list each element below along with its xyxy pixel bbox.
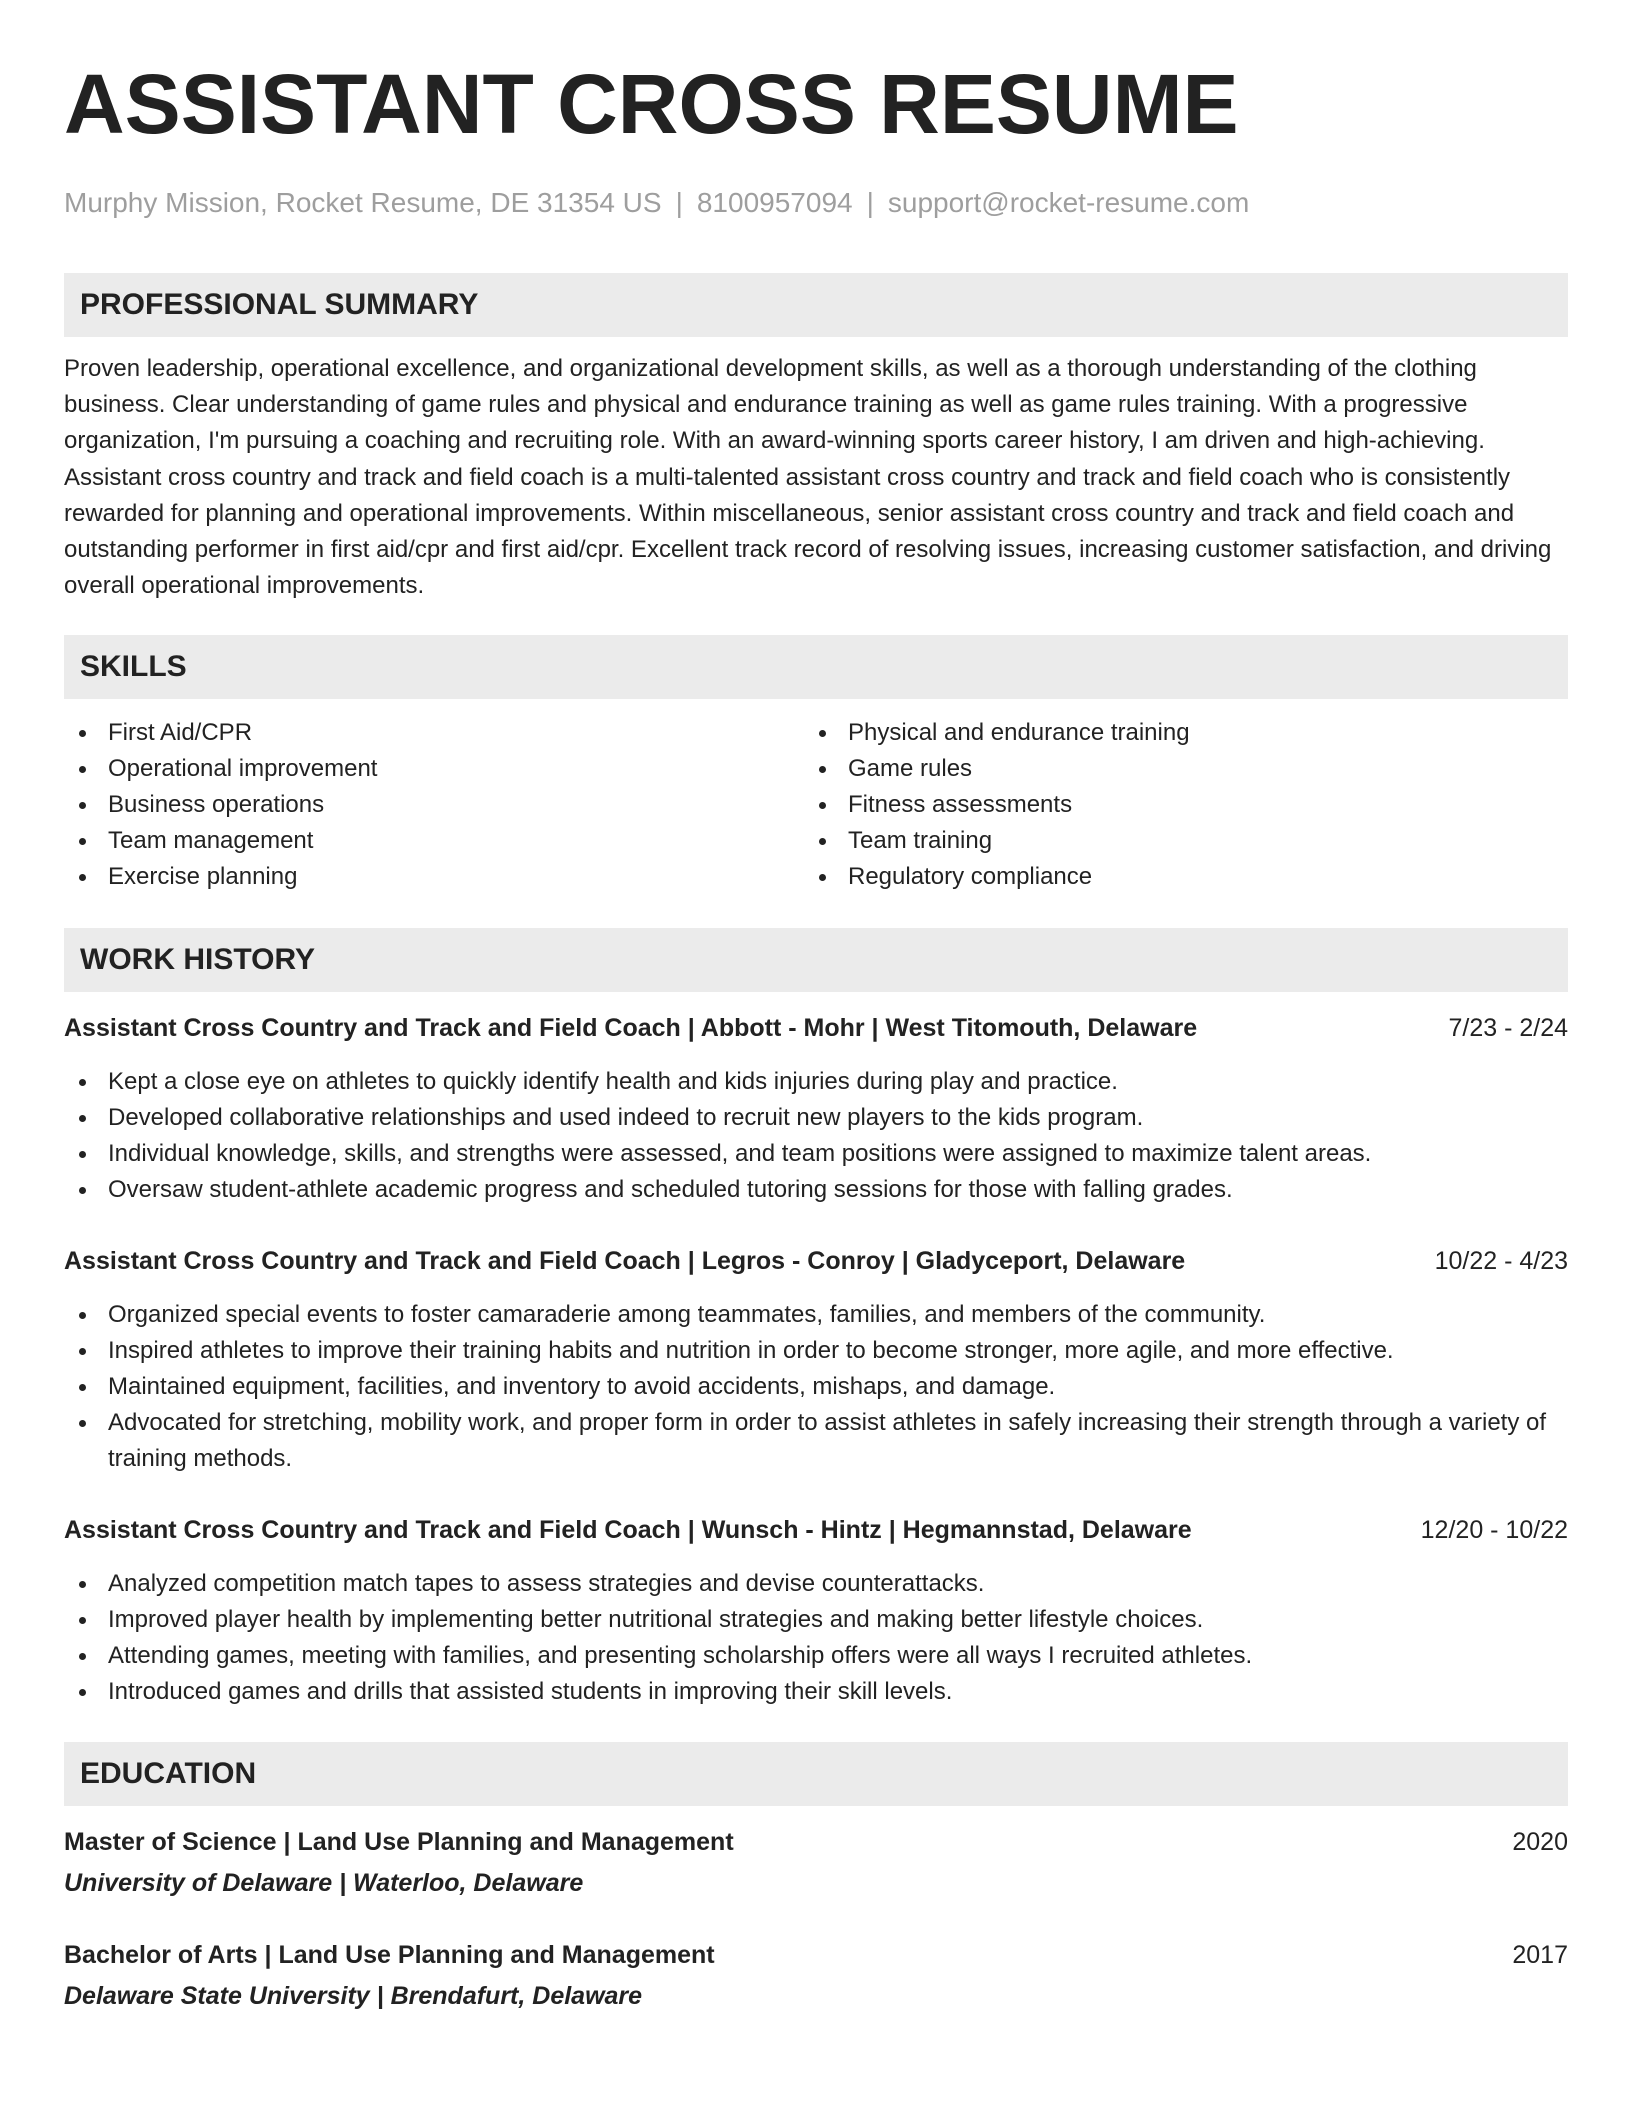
education-entry — [64, 1824, 1568, 1902]
job-bullet: Individual knowledge, skills, and strengths were assessed, and team positions were assigned to maximize talent areas. — [64, 1136, 1568, 1172]
resume-name: ASSISTANT CROSS RESUME — [64, 57, 1239, 151]
contact-phone: 8100957094 — [696, 187, 853, 218]
section-header-education: EDUCATION — [64, 1742, 1568, 1806]
job-header — [64, 1512, 1568, 1548]
job-entry — [64, 1010, 1568, 1208]
education-degree: Master of Science | Land Use Planning and Management — [64, 1828, 734, 1857]
skill-item: Exercise planning — [64, 859, 804, 895]
job-bullet: Developed collaborative relationships and used indeed to recruit new players to the kids program. — [64, 1100, 1568, 1136]
contact-separator: | — [866, 187, 874, 218]
job-bullet: Attending games, meeting with families, and presenting scholarship offers were all ways I recruited athletes. — [64, 1638, 1568, 1674]
job-title: Assistant Cross Country and Track and Field Coach | Legros - Conroy | Gladyceport, Delaware — [64, 1247, 1186, 1276]
job-bullet: Organized special events to foster camaraderie among teammates, families, and members of the community. — [64, 1297, 1568, 1333]
education-degree: Bachelor of Arts | Land Use Planning and Management — [64, 1941, 715, 1970]
job-title: Assistant Cross Country and Track and Field Coach | Abbott - Mohr | West Titomouth, Delaware — [64, 1014, 1198, 1043]
job-header — [64, 1010, 1568, 1046]
skills-list — [64, 715, 1568, 895]
summary-text: Proven leadership, operational excellence, and organizational development skills, as well as a thorough understanding of the clothing business. Clear understanding of game rules and physical and endurance training as well as game rules training. With a progressive organization, I'm pursuing a coaching and recruiting role. With an award-winning sports career history, I am driven and high-achieving. Assistant cross country and track and field coach is a multi-talented assistant cross country and track and field coach who is consistently rewarded for planning and operational improvements. Within miscellaneous, senior assistant cross country and track and field coach and outstanding performer in first aid/cpr and first aid/cpr. Excellent track record of resolving issues, increasing customer satisfaction, and driving overall operational improvements. — [64, 355, 1552, 600]
job-title: Assistant Cross Country and Track and Field Coach | Wunsch - Hintz | Hegmannstad, Delaware — [64, 1516, 1192, 1545]
job-bullet: Kept a close eye on athletes to quickly identify health and kids injuries during play and practice. — [64, 1064, 1568, 1100]
job-bullet: Maintained equipment, facilities, and inventory to avoid accidents, mishaps, and damage. — [64, 1369, 1568, 1405]
education-header — [64, 1937, 1568, 1973]
skill-item: Regulatory compliance — [804, 859, 1544, 895]
job-bullet: Analyzed competition match tapes to assess strategies and devise counterattacks. — [64, 1566, 1568, 1602]
job-date: 7/23 - 2/24 — [1448, 1014, 1568, 1043]
skill-item: Physical and endurance training — [804, 715, 1544, 751]
contact-address: Murphy Mission, Rocket Resume, DE 31354 US — [64, 187, 662, 218]
skill-item: Team training — [804, 823, 1544, 859]
job-bullets — [64, 1064, 1568, 1208]
job-bullet: Advocated for stretching, mobility work, and proper form in order to assist athletes in safely increasing their strength through a variety of training methods. — [64, 1405, 1568, 1477]
section-header-summary: PROFESSIONAL SUMMARY — [64, 273, 1568, 337]
section-header-skills: SKILLS — [64, 635, 1568, 699]
contact-separator: | — [675, 187, 683, 218]
education-header — [64, 1824, 1568, 1860]
job-bullet: Improved player health by implementing better nutritional strategies and making better lifestyle choices. — [64, 1602, 1568, 1638]
job-bullets — [64, 1566, 1568, 1710]
skill-item: Team management — [64, 823, 804, 859]
education-year: 2020 — [1512, 1828, 1568, 1857]
job-bullet: Oversaw student-athlete academic progress and scheduled tutoring sessions for those with falling grades. — [64, 1172, 1568, 1208]
education-entry — [64, 1937, 1568, 2015]
section-header-work-history: WORK HISTORY — [64, 928, 1568, 992]
job-header — [64, 1243, 1568, 1279]
skill-item: Operational improvement — [64, 751, 804, 787]
job-entry — [64, 1512, 1568, 1710]
education-year: 2017 — [1512, 1941, 1568, 1970]
job-date: 10/22 - 4/23 — [1434, 1247, 1568, 1276]
skill-item: Business operations — [64, 787, 804, 823]
education-school: University of Delaware | Waterloo, Delaware — [64, 1869, 584, 1898]
skill-item: Game rules — [804, 751, 1544, 787]
job-date: 12/20 - 10/22 — [1420, 1516, 1568, 1545]
job-bullets — [64, 1297, 1568, 1477]
contact-line — [64, 186, 1568, 220]
job-entry — [64, 1243, 1568, 1477]
skill-item: Fitness assessments — [804, 787, 1544, 823]
skills-column-left — [64, 715, 804, 895]
job-bullet: Introduced games and drills that assisted students in improving their skill levels. — [64, 1674, 1568, 1710]
job-bullet: Inspired athletes to improve their training habits and nutrition in order to become stronger, more agile, and more effective. — [64, 1333, 1568, 1369]
contact-email: support@rocket-resume.com — [887, 187, 1250, 218]
education-school: Delaware State University | Brendafurt, Delaware — [64, 1982, 643, 2011]
skill-item: First Aid/CPR — [64, 715, 804, 751]
skills-column-right — [804, 715, 1544, 895]
